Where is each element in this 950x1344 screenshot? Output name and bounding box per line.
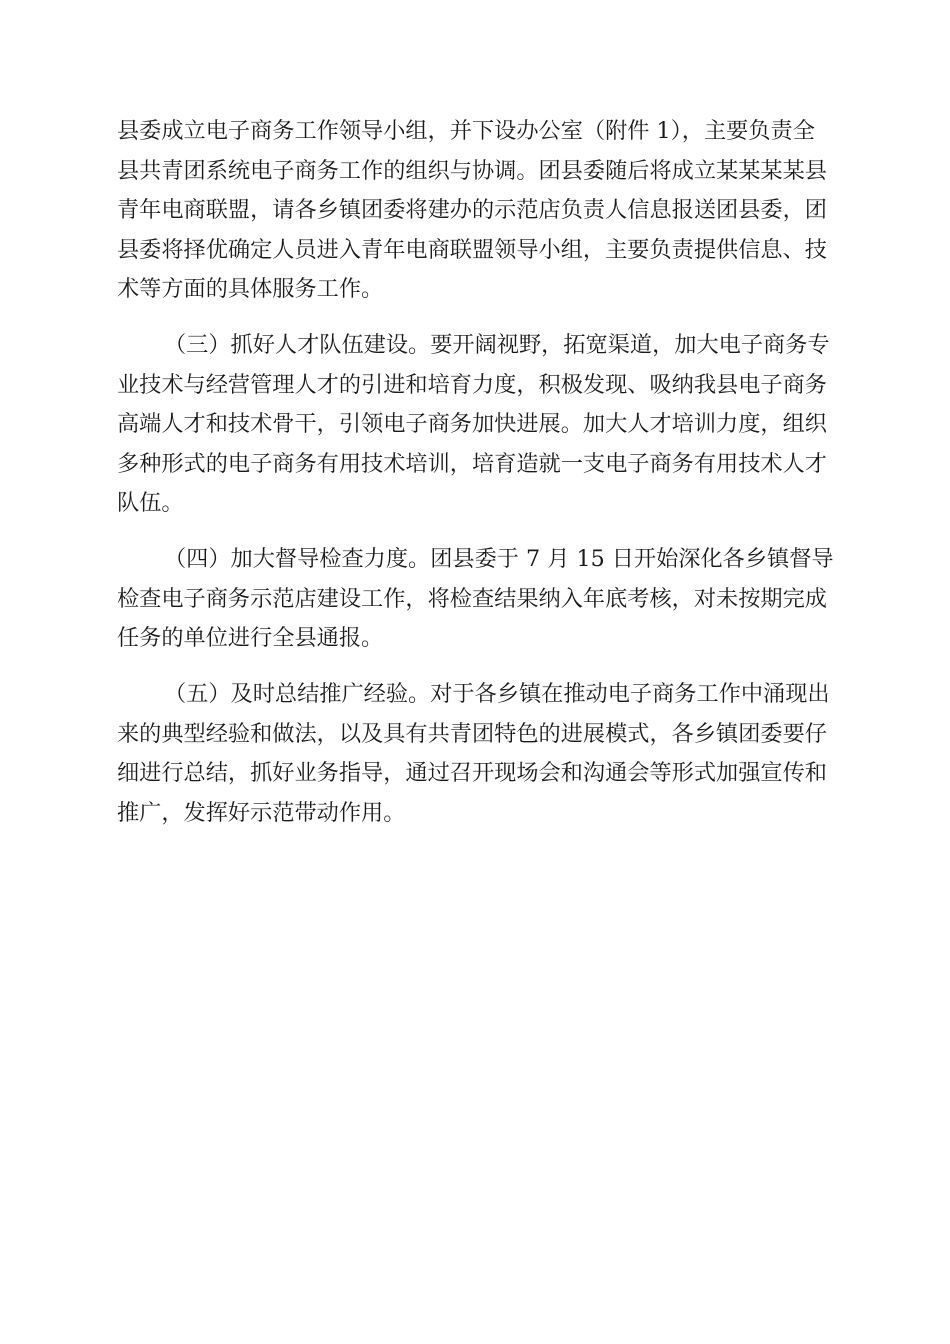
paragraph-intro-continued xyxy=(117,112,833,310)
text-line: 高端人才和技术骨干，引领电子商务加快进展。加大人才培训力度，组织 xyxy=(117,411,827,437)
paragraph-section-5 xyxy=(117,675,833,833)
text-line: 术等方面的具体服务工作。 xyxy=(117,276,384,302)
document-body xyxy=(117,112,833,850)
paragraph-section-3 xyxy=(117,326,833,524)
text-line: 业技术与经营管理人才的引进和培育力度，积极发现、吸纳我县电子商务 xyxy=(117,371,827,398)
text-line: 县委成立电子商务工作领导小组，并下设办公室（附件 1），主要负责全 xyxy=(117,118,815,144)
section-heading-line: （四）加大督导检查力度。团县委于 7 月 15 日开始深化各乡镇督导 xyxy=(164,546,834,572)
text-line: 来的典型经验和做法，以及具有共青团特色的进展模式，各乡镇团委要仔 xyxy=(117,720,827,747)
text-line: 检查电子商务示范店建设工作，将检查结果纳入年底考核，对未按期完成 xyxy=(117,585,827,612)
text-line: 县委将择优确定人员进入青年电商联盟领导小组，主要负责提供信息、技 xyxy=(117,236,827,263)
text-line: 多种形式的电子商务有用技术培训，培育造就一支电子商务有用技术人才 xyxy=(117,450,827,477)
section-heading-line: （五）及时总结推广经验。对于各乡镇在推动电子商务工作中涌现出 xyxy=(164,681,830,707)
text-line: 县共青团系统电子商务工作的组织与协调。团县委随后将成立某某某某县 xyxy=(117,157,827,184)
text-line: 队伍。 xyxy=(117,490,184,516)
text-line: 任务的单位进行全县通报。 xyxy=(117,625,384,651)
text-line: 推广，发挥好示范带动作用。 xyxy=(117,799,406,826)
section-heading-line: （三）抓好人才队伍建设。要开阔视野，拓宽渠道，加大电子商务专 xyxy=(164,332,830,358)
text-line: 青年电商联盟，请各乡镇团委将建办的示范店负责人信息报送团县委，团 xyxy=(117,197,827,223)
text-line: 细进行总结，抓好业务指导，通过召开现场会和沟通会等形式加强宣传和 xyxy=(117,760,827,786)
paragraph-section-4 xyxy=(117,540,833,659)
